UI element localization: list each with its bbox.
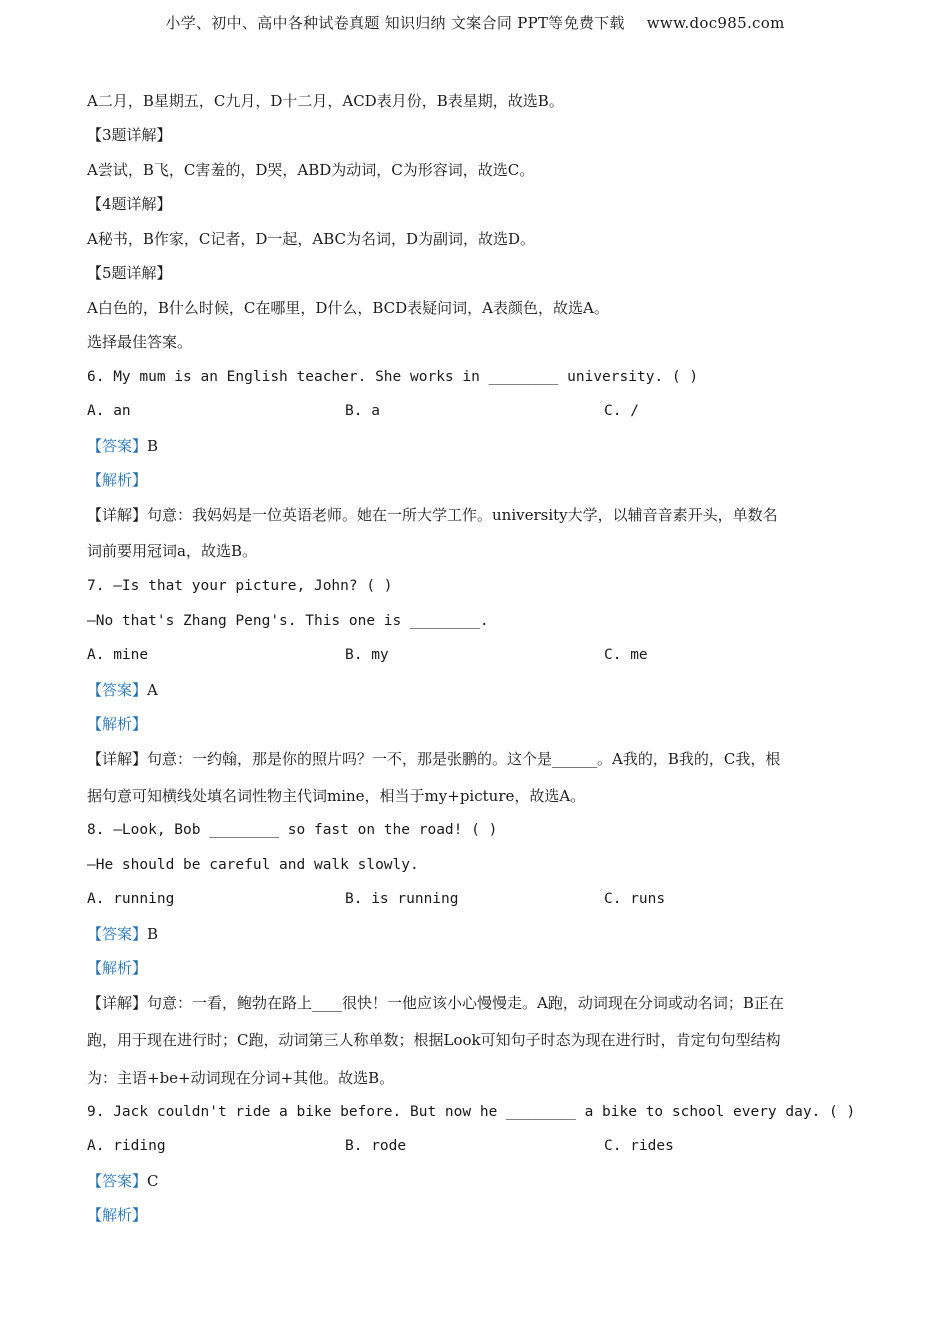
question-8-detail: [87, 993, 867, 1013]
header-site[interactable]: www.doc985.com: [646, 14, 785, 32]
detail-text: 句意：一约翰，那是你的照片吗？一不，那是张鹏的。这个是______。A我的，B我的，C我，根: [147, 750, 781, 768]
question-6-detail: [87, 505, 867, 525]
question-6-answer: [87, 436, 867, 456]
question-9-stem: 9. Jack couldn't ride a bike before. But now he ________ a bike to school every day. ( ): [87, 1104, 856, 1120]
detail-text: 句意：一看，鲍勃在路上____很快！一他应该小心慢慢走。A跑，动词现在分词或动名词；B正在: [147, 994, 784, 1012]
answer-value: B: [147, 437, 159, 455]
question-8-line2: —He should be careful and walk slowly.: [87, 857, 419, 873]
question-7-line2: —No that's Zhang Peng's. This one is ________.: [87, 613, 489, 629]
answer-value: C: [147, 1172, 159, 1190]
answer-value: B: [147, 925, 159, 943]
option-b: B. my: [345, 647, 389, 663]
detail-label: 【详解】: [87, 750, 148, 768]
option-b: B. a: [345, 403, 380, 419]
question-6-stem: 6. My mum is an English teacher. She works in ________ university. ( ): [87, 369, 699, 385]
detail-text: 为：主语+be+动词现在分词+其他。故选B。: [87, 1069, 395, 1087]
answer-label: 【答案】: [87, 1172, 148, 1190]
analysis-label: 【解析】: [87, 1206, 148, 1224]
analysis-label: 【解析】: [87, 471, 148, 489]
question-8-answer: [87, 924, 867, 944]
section-heading: 【3题详解】: [87, 126, 172, 144]
analysis-label: 【解析】: [87, 715, 148, 733]
detail-label: 【详解】: [87, 994, 148, 1012]
option-b: B. is running: [345, 891, 459, 907]
option-b: B. rode: [345, 1138, 407, 1154]
answer-label: 【答案】: [87, 681, 148, 699]
option-c: C. me: [604, 647, 648, 663]
answer-label: 【答案】: [87, 437, 148, 455]
section-heading: 【4题详解】: [87, 195, 172, 213]
question-7-answer: [87, 680, 867, 700]
question-9-answer: [87, 1171, 867, 1191]
text-line: A秘书，B作家，C记者，D一起，ABC为名词，D为副词，故选D。: [87, 230, 536, 248]
option-a: A. running: [87, 891, 175, 907]
question-7-stem: 7. —Is that your picture, John? ( ): [87, 578, 393, 594]
answer-label: 【答案】: [87, 925, 148, 943]
text-line: A白色的，B什么时候，C在哪里，D什么，BCD表疑问词，A表颜色，故选A。: [87, 299, 609, 317]
option-c: C. rides: [604, 1138, 674, 1154]
detail-text: 据句意可知横线处填名词性物主代词mine，相当于my+picture，故选A。: [87, 787, 586, 805]
detail-text: 跑，用于现在进行时；C跑，动词第三人称单数；根据Look可知句子时态为现在进行时，肯定句句型结构: [87, 1031, 781, 1049]
option-c: C. /: [604, 403, 639, 419]
detail-label: 【详解】: [87, 506, 148, 524]
option-a: A. mine: [87, 647, 149, 663]
answer-value: A: [147, 681, 158, 699]
detail-text: 词前要用冠词a，故选B。: [87, 542, 257, 560]
analysis-label: 【解析】: [87, 959, 148, 977]
text-line: A尝试，B飞，C害羞的，D哭，ABD为动词，C为形容词，故选C。: [87, 161, 535, 179]
text-line: A二月，B星期五，C九月，D十二月，ACD表月份，B表星期，故选B。: [87, 92, 564, 110]
header-text: 小学、初中、高中各种试卷真题 知识归纳 文案合同 PPT等免费下载: [165, 14, 625, 32]
detail-text: 句意：我妈妈是一位英语老师。她在一所大学工作。university大学，以辅音音素开头，单数名: [147, 506, 778, 524]
question-8-stem: 8. —Look, Bob ________ so fast on the road! ( ): [87, 822, 498, 838]
page-header: [0, 12, 950, 33]
option-a: A. an: [87, 403, 131, 419]
question-7-detail: [87, 749, 867, 769]
option-a: A. riding: [87, 1138, 166, 1154]
option-c: C. runs: [604, 891, 666, 907]
instruction: 选择最佳答案。: [87, 333, 193, 351]
section-heading: 【5题详解】: [87, 264, 172, 282]
